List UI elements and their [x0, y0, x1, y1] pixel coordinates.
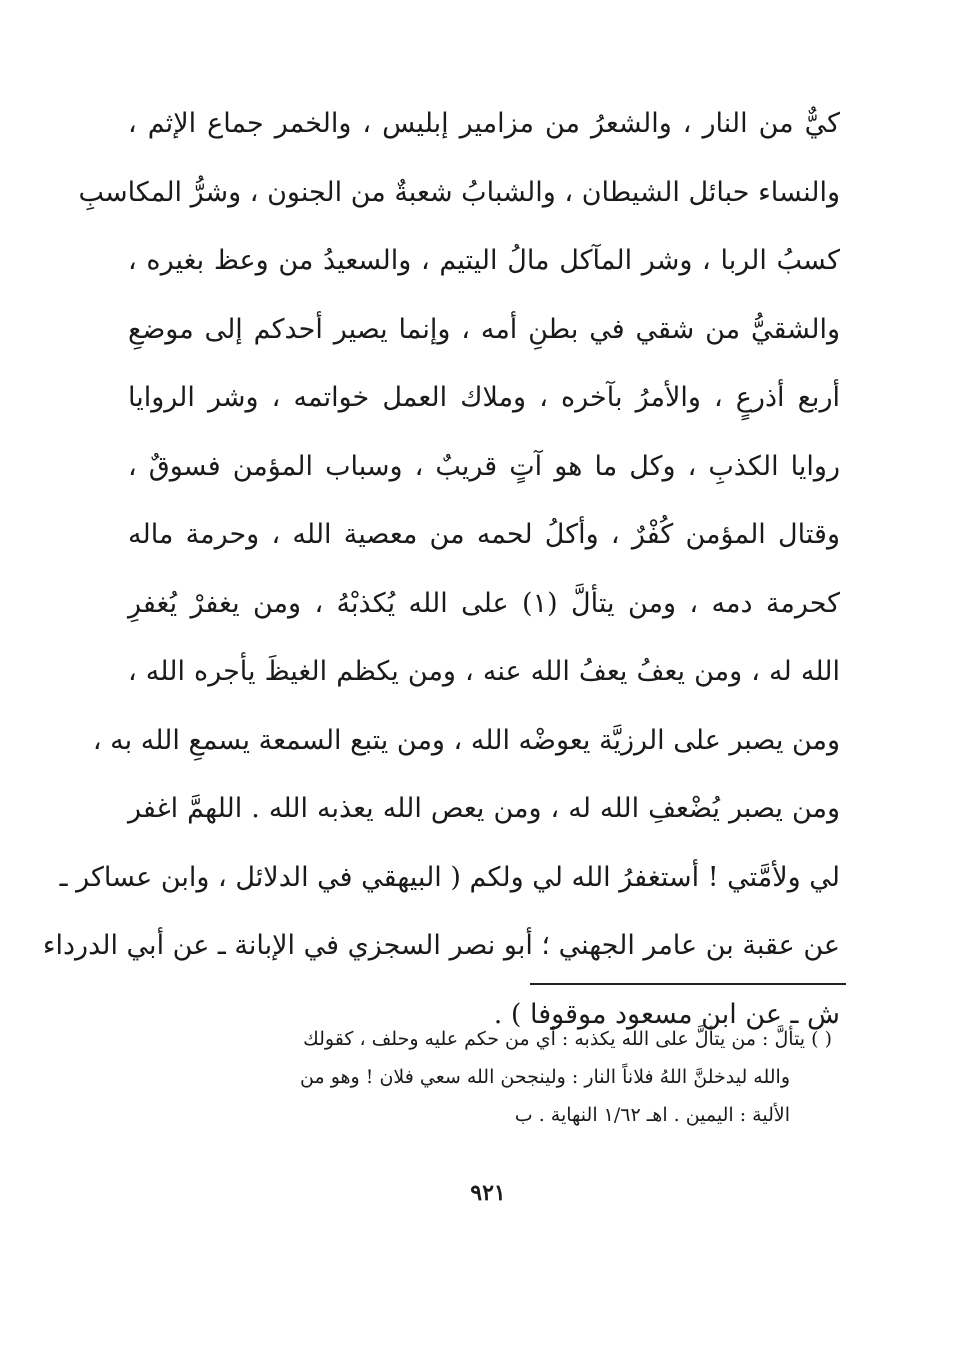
page-number: ٩٢١	[470, 1180, 506, 1206]
hadith-text-body	[42, 90, 840, 1049]
text-line: أربع أذرعٍ ، والأمرُ بآخره ، وملاك العمل خواتمه ، وشر الروايا	[128, 382, 840, 413]
footnote-line: الألية : اليمين . اهـ ١/٦٢ النهاية . ب	[514, 1104, 790, 1126]
footnote-line: ( ) يتألَّ : من يتألَّ على الله يكذبه : أي من حكم عليه وحلف ، كقولك	[303, 1028, 832, 1050]
text-line: ش ـ عن ابن مسعود موقوفا ) .	[493, 998, 840, 1030]
text-line: لي ولأمَّتي ! أستغفرُ الله لي ولكم ( البيهقي في الدلائل ، وابن عساكر ـ	[59, 861, 840, 893]
text-line: كيٌّ من النار ، والشعرُ من مزامير إبليس ، والخمر جماع الإثم ،	[128, 108, 840, 139]
text-line: كسبُ الربا ، وشر المآكل مالُ اليتيم ، والسعيدُ من وعظ بغيره ،	[128, 245, 840, 276]
text-line: الله له ، ومن يعفُ يعفُ الله عنه ، ومن يكظم الغيظَ يأجره الله ،	[128, 656, 840, 687]
text-line: والشقيُّ من شقي في بطنِ أمه ، وإنما يصير أحدكم إلى موضعِ	[128, 313, 840, 345]
text-line: روايا الكذبِ ، وكل ما هو آتٍ قريبٌ ، وسباب المؤمن فسوقٌ ،	[128, 450, 840, 482]
footnote	[140, 1020, 832, 1134]
text-line: ومن يصبر يُضْعفِ الله له ، ومن يعص الله يعذبه الله . اللهمَّ اغفر	[128, 793, 840, 824]
text-line: وقتال المؤمن كُفْرٌ ، وأكلُ لحمه من معصية الله ، وحرمة ماله	[128, 519, 840, 550]
text-line: ومن يصبر على الرزيَّة يعوضْه الله ، ومن يتبع السمعة يسمعِ الله به ،	[92, 724, 840, 756]
footnote-line: والله ليدخلنَّ اللهُ فلاناً النار : ولينجحن الله سعي فلان ! وهو من	[300, 1066, 790, 1088]
text-line: والنساء حبائل الشيطان ، والشبابُ شعبةٌ من الجنون ، وشرُّ المكاسبِ	[78, 176, 840, 208]
text-line: عن عقبة بن عامر الجهني ؛ أبو نصر السجزي في الإبانة ـ عن أبي الدرداء	[42, 930, 840, 961]
footnote-separator	[530, 983, 846, 985]
text-line: كحرمة دمه ، ومن يتألَّ (١) على الله يُكذبْهُ ، ومن يغفرْ يُغفرِ	[128, 587, 840, 619]
